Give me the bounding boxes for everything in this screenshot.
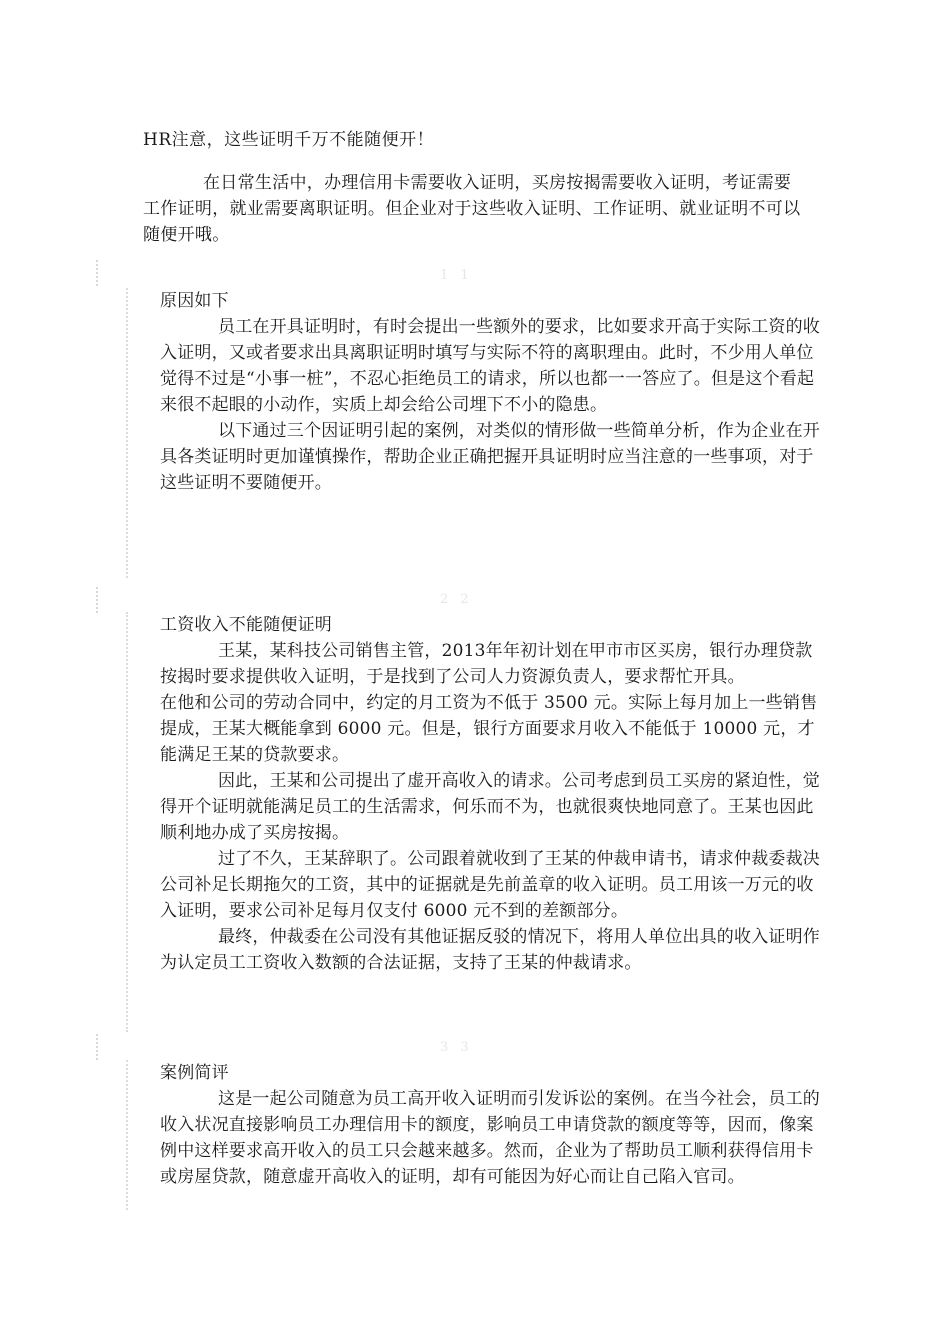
document-title: HR注意，这些证明千万不能随便开！ [143,130,435,150]
section-paragraph: 过了不久，王某辞职了。公司跟着就收到了王某的仲裁申请书，请求仲裁委裁决公司补足长期拖欠的工资，其中的证据就是先前盖章的收入证明。员工用该一万元的收入证明，要求公司补足每月仅支付 6000 元不到的差额部分。 [160,849,820,921]
section-paragraph: 这是一起公司随意为员工高开收入证明而引发诉讼的案例。在当今社会，员工的收入状况直接影响员工办理信用卡的额度，影响员工申请贷款的额度等等，因而，像案例中这样要求高开收入的员工只会越来越多。然而，企业为了帮助员工顺利获得信用卡或房屋贷款，随意虚开高收入的证明，却有可能因为好心而让自己陷入官司。 [160,1089,820,1187]
section-divider-mark [96,587,100,613]
section-border-line [126,288,128,578]
section-divider-mark [96,260,100,286]
section-heading: 工资收入不能随便证明 [160,615,332,635]
intro-paragraph: 在日常生活中，办理信用卡需要收入证明，买房按揭需要收入证明，考证需要工作证明，就业需要离职证明。但企业对于这些收入证明、工作证明、就业证明不可以随便开哦。 [143,173,801,245]
section-divider-mark [96,1034,100,1060]
section-number: 3 3 [440,1040,473,1055]
section-paragraph: 最终，仲裁委在公司没有其他证据反驳的情况下，将用人单位出具的收入证明作为认定员工工资收入数额的合法证据，支持了王某的仲裁请求。 [160,927,820,973]
section-heading: 原因如下 [160,291,229,311]
section-case-review [160,1060,820,1190]
section-border-line [126,612,128,1032]
section-income-case [160,612,820,976]
section-paragraph: 以下通过三个因证明引起的案例，对类似的情形做一些简单分析，作为企业在开具各类证明时更加谨慎操作，帮助企业正确把握开具证明时应当注意的一些事项，对于这些证明不要随便开。 [160,421,820,493]
section-paragraph: 员工在开具证明时，有时会提出一些额外的要求，比如要求开高于实际工资的收入证明，又或者要求出具离职证明时填写与实际不符的离职理由。此时，不少用人单位觉得不过是“小事一桩”，不忍心拒绝员工的请求，所以也都一一答应了。但是这个看起来很不起眼的小动作，实质上却会给公司埋下不小的隐患。 [160,317,820,415]
section-number: 1 1 [440,268,473,283]
section-border-line [126,1060,128,1210]
section-paragraph: 因此，王某和公司提出了虚开高收入的请求。公司考虑到员工买房的紧迫性，觉得开个证明就能满足员工的生活需求，何乐而不为，也就很爽快地同意了。王某也因此顺利地办成了买房按揭。 [160,771,820,843]
section-paragraph: 在他和公司的劳动合同中，约定的月工资为不低于 3500 元。实际上每月加上一些销售提成，王某大概能拿到 6000 元。但是，银行方面要求月收入不能低于 10000 元，才能满足王某的贷款要求。 [160,693,818,765]
section-number: 2 2 [440,592,473,607]
section-paragraph: 王某，某科技公司销售主管，2013年年初计划在甲市市区买房，银行办理贷款按揭时要求提供收入证明，于是找到了公司人力资源负责人，要求帮忙开具。 [160,641,813,687]
section-heading: 案例简评 [160,1063,229,1083]
section-reasons [160,288,820,496]
